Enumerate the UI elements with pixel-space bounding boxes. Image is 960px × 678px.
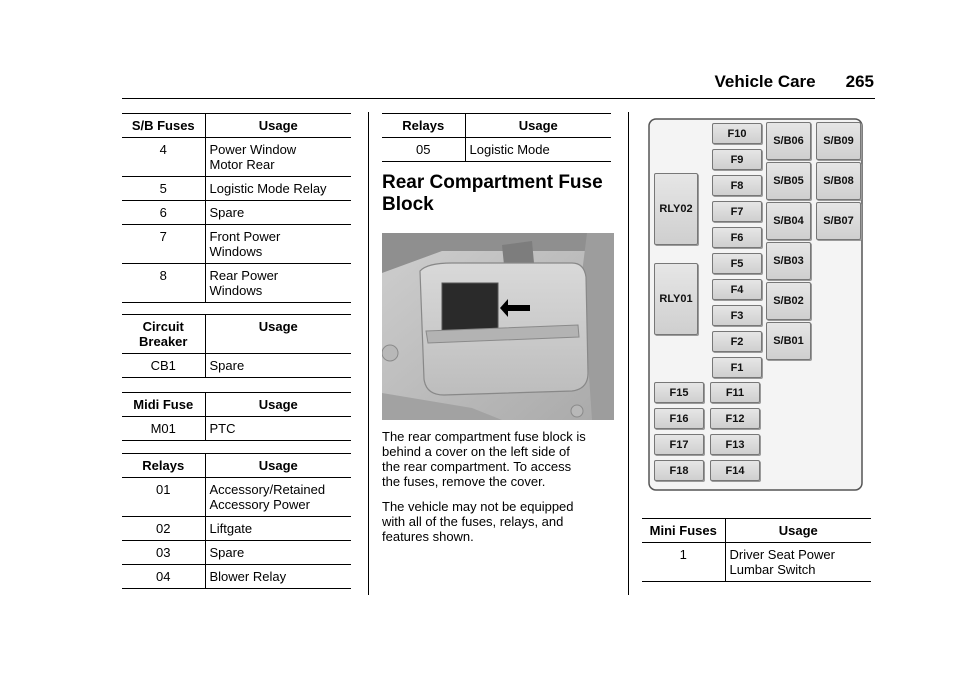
- sb-fuse-sb03: S/B03: [766, 242, 811, 280]
- usage-line: Lumbar Switch: [729, 562, 816, 577]
- table-row: [122, 517, 351, 541]
- relays-table-2: [382, 113, 611, 162]
- fuse-f8: F8: [712, 175, 762, 196]
- midi-fuse-table: [122, 392, 351, 441]
- midi-col1-header: Midi Fuse: [122, 393, 205, 417]
- table-cell-id: 8: [159, 268, 167, 283]
- rear-compartment-photo: [382, 233, 614, 420]
- heading-line: Block: [382, 194, 434, 215]
- table-cell-id: 02: [156, 521, 171, 536]
- fuse-f18: F18: [654, 460, 704, 481]
- relays2-col2-header: Usage: [465, 114, 611, 138]
- page-header: [620, 72, 874, 96]
- fuse-f15: F15: [654, 382, 704, 403]
- table-cell-usage: Spare: [205, 541, 351, 565]
- fuse-f12: F12: [710, 408, 760, 429]
- sb-fuses-col1-header: S/B Fuses: [122, 114, 205, 138]
- table-cell-usage: Liftgate: [205, 517, 351, 541]
- header-line: Breaker: [139, 334, 188, 349]
- text-line: The rear compartment fuse block is: [382, 429, 586, 444]
- table-row: [122, 417, 351, 441]
- header-rule: [122, 98, 875, 99]
- fuse-f2: F2: [712, 331, 762, 352]
- section-title-header: Vehicle Care: [714, 72, 816, 91]
- midi-col2-header: Usage: [205, 393, 351, 417]
- table-cell-usage: [205, 478, 351, 517]
- table-row: [122, 354, 351, 378]
- table-cell-id: 5: [159, 181, 167, 196]
- text-line: features shown.: [382, 529, 474, 544]
- sb-fuse-sb05: S/B05: [766, 162, 811, 200]
- text-line: the rear compartment. To access: [382, 459, 572, 474]
- table-cell-id: CB1: [150, 358, 176, 373]
- table-row: [642, 543, 871, 582]
- table-cell-usage: Spare: [205, 354, 351, 378]
- page-number: 265: [845, 72, 874, 91]
- table-row: [122, 177, 351, 201]
- section-heading: [382, 172, 612, 216]
- fuse-f17: F17: [654, 434, 704, 455]
- table-row: [122, 541, 351, 565]
- fuse-f7: F7: [712, 201, 762, 222]
- usage-line: Rear Power: [209, 268, 279, 283]
- fuse-f5: F5: [712, 253, 762, 274]
- fuse-f16: F16: [654, 408, 704, 429]
- usage-line: Motor Rear: [209, 157, 275, 172]
- table-row: [122, 478, 351, 517]
- cb-col2-header: Usage: [205, 315, 351, 354]
- table-cell-id: 1: [679, 547, 687, 562]
- table-cell-usage: Spare: [205, 201, 351, 225]
- table-cell-usage: PTC: [205, 417, 351, 441]
- fuse-f13: F13: [710, 434, 760, 455]
- sb-fuses-col2-header: Usage: [205, 114, 351, 138]
- column-divider-right: [628, 112, 629, 595]
- table-cell-id: 7: [159, 229, 167, 244]
- sb-fuse-sb02: S/B02: [766, 282, 811, 320]
- table-cell-id: 04: [156, 569, 171, 584]
- table-cell-usage: [205, 225, 351, 264]
- relay-rly02: RLY02: [654, 173, 698, 245]
- fuse-f9: F9: [712, 149, 762, 170]
- usage-line: Accessory/Retained: [209, 482, 326, 497]
- table-cell-id: 05: [416, 142, 431, 157]
- usage-line: Front Power: [209, 229, 281, 244]
- table-cell-usage: Logistic Mode: [465, 138, 611, 162]
- table-cell-id: 6: [159, 205, 167, 220]
- table-cell-usage: [725, 543, 871, 582]
- fuse-f11: F11: [710, 382, 760, 403]
- cb-col1-header: [122, 315, 205, 354]
- usage-line: Accessory Power: [209, 497, 310, 512]
- table-row: [122, 264, 351, 303]
- relays-table: [122, 453, 351, 589]
- paragraph-access: [382, 429, 614, 489]
- usage-line: Driver Seat Power: [729, 547, 835, 562]
- table-cell-id: 03: [156, 545, 171, 560]
- relays-col1-header: Relays: [122, 454, 205, 478]
- header-line: Circuit: [142, 319, 184, 334]
- usage-line: Windows: [209, 283, 263, 298]
- fuse-f10: F10: [712, 123, 762, 144]
- mini-col1-header: Mini Fuses: [642, 519, 725, 543]
- table-cell-usage: Blower Relay: [205, 565, 351, 589]
- heading-line: Rear Compartment Fuse: [382, 172, 603, 193]
- table-cell-usage: Logistic Mode Relay: [205, 177, 351, 201]
- mini-col2-header: Usage: [725, 519, 871, 543]
- circuit-breaker-table: [122, 314, 351, 378]
- sb-fuse-sb07: S/B07: [816, 202, 861, 240]
- table-cell-usage: [205, 138, 351, 177]
- fuse-f14: F14: [710, 460, 760, 481]
- fuse-f4: F4: [712, 279, 762, 300]
- table-row: [122, 225, 351, 264]
- sb-fuse-sb08: S/B08: [816, 162, 861, 200]
- usage-line: Windows: [209, 244, 263, 259]
- table-row: [382, 138, 611, 162]
- fuse-f3: F3: [712, 305, 762, 326]
- usage-line: Power Window: [209, 142, 297, 157]
- paragraph-equipment-note: [382, 499, 614, 544]
- text-line: behind a cover on the left side of: [382, 444, 570, 459]
- table-cell-id: M01: [150, 421, 176, 436]
- sb-fuse-sb04: S/B04: [766, 202, 811, 240]
- table-cell-id: 4: [159, 142, 167, 157]
- table-cell-id: 01: [156, 482, 171, 497]
- table-row: [122, 565, 351, 589]
- sb-fuse-sb06: S/B06: [766, 122, 811, 160]
- table-row: [122, 138, 351, 177]
- sb-fuses-table: [122, 113, 351, 303]
- text-line: The vehicle may not be equipped: [382, 499, 574, 514]
- fuse-block-diagram: [648, 118, 864, 492]
- sb-fuse-sb01: S/B01: [766, 322, 811, 360]
- text-line: the fuses, remove the cover.: [382, 474, 546, 489]
- table-cell-usage: [205, 264, 351, 303]
- sb-fuse-sb09: S/B09: [816, 122, 861, 160]
- relays2-col1-header: Relays: [382, 114, 465, 138]
- text-line: with all of the fuses, relays, and: [382, 514, 564, 529]
- table-row: [122, 201, 351, 225]
- column-divider-left: [368, 112, 369, 595]
- fuse-f6: F6: [712, 227, 762, 248]
- relay-rly01: RLY01: [654, 263, 698, 335]
- mini-fuses-table: [642, 518, 871, 582]
- relays-col2-header: Usage: [205, 454, 351, 478]
- fuse-f1: F1: [712, 357, 762, 378]
